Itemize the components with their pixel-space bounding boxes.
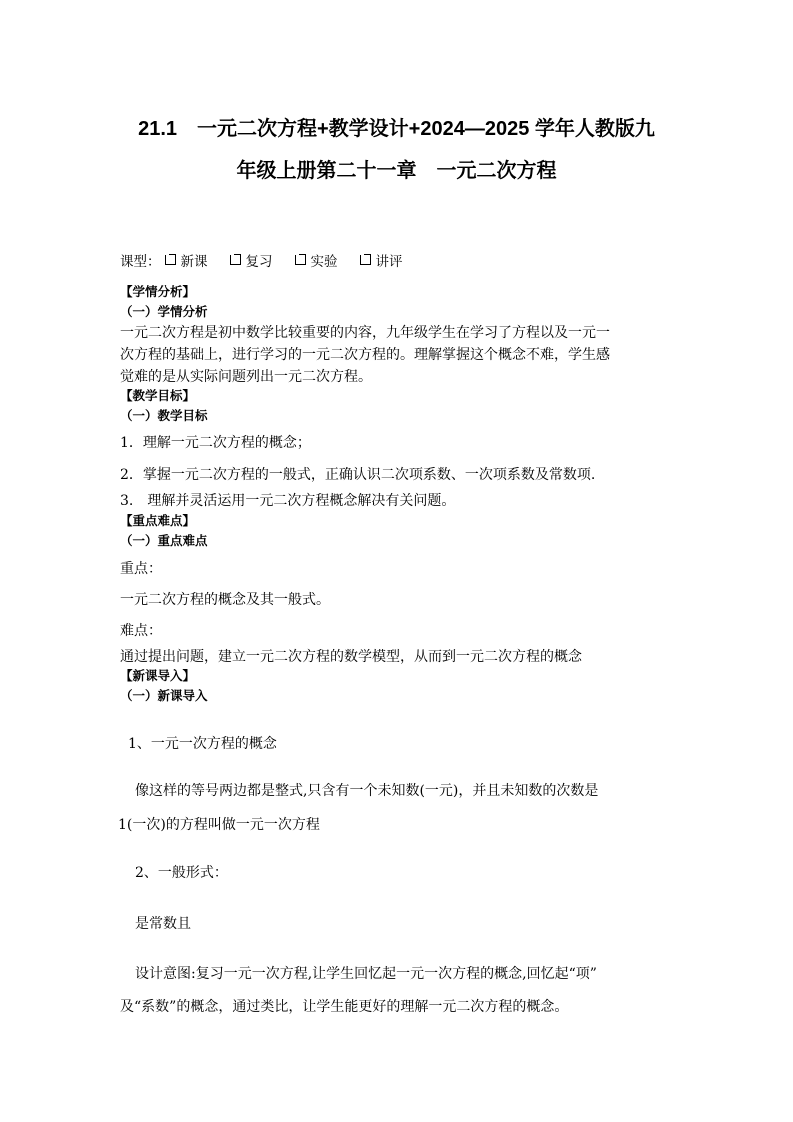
lesson-type-option-label: 讲评 bbox=[375, 254, 403, 270]
lesson-type-option-experiment[interactable] bbox=[295, 250, 338, 270]
paragraph-line: 设计意图:复习一元一次方程,让学生回忆起一元一次方程的概念,回忆起“项” bbox=[135, 966, 597, 982]
list-item: 3. 理解并灵活运用一元二次方程概念解决有关问题。 bbox=[120, 493, 456, 509]
list-item: 2．掌握一元二次方程的一般式，正确认识二次项系数、一次项系数及常数项. bbox=[120, 467, 596, 483]
checkbox-icon[interactable] bbox=[230, 254, 241, 265]
lesson-type-option-label: 实验 bbox=[310, 254, 338, 270]
lesson-type-row bbox=[120, 250, 421, 270]
document-title-line-1: 21.1 一元二次方程+教学设计+2024—2025 学年人教版九 bbox=[138, 118, 655, 140]
checkbox-icon[interactable] bbox=[165, 254, 176, 265]
difficulty-text: 通过提出问题，建立一元二次方程的数学模型，从而到一元二次方程的概念 bbox=[120, 649, 582, 665]
list-item: 1．理解一元二次方程的概念； bbox=[120, 435, 311, 451]
paragraph-line: 1(一次)的方程叫做一元一次方程 bbox=[118, 817, 320, 833]
lesson-type-option-new[interactable] bbox=[165, 250, 208, 270]
lesson-type-option-lecture[interactable] bbox=[360, 250, 403, 270]
key-point-label: 重点： bbox=[120, 561, 162, 577]
checkbox-icon[interactable] bbox=[295, 254, 306, 265]
paragraph-line: 2、一般形式： bbox=[135, 865, 228, 881]
checkbox-icon[interactable] bbox=[360, 254, 371, 265]
section-heading: 【重点难点】 bbox=[120, 513, 196, 528]
paragraph-line: 1、一元一次方程的概念 bbox=[128, 736, 277, 752]
section-subheading: （一）教学目标 bbox=[120, 408, 208, 423]
section-subheading: （一）学情分析 bbox=[120, 304, 208, 319]
section-subheading: （一）新课导入 bbox=[120, 688, 208, 703]
section-heading: 【学情分析】 bbox=[120, 284, 196, 299]
lesson-type-label: 课型： bbox=[120, 254, 161, 270]
section-heading: 【新课导入】 bbox=[120, 668, 196, 683]
paragraph-line: 次方程的基础上，进行学习的一元二次方程的。理解掌握这个概念不难，学生感 bbox=[120, 347, 610, 363]
lesson-type-option-review[interactable] bbox=[230, 250, 273, 270]
paragraph-line: 像这样的等号两边都是整式,只含有一个未知数(一元)，并且未知数的次数是 bbox=[135, 783, 599, 799]
lesson-type-option-label: 新课 bbox=[180, 254, 208, 270]
difficulty-label: 难点： bbox=[120, 623, 162, 639]
paragraph-line: 是常数且 bbox=[135, 916, 191, 932]
lesson-type-option-label: 复习 bbox=[245, 254, 273, 270]
document-title-line-2: 年级上册第二十一章 一元二次方程 bbox=[236, 160, 557, 182]
section-subheading: （一）重点难点 bbox=[120, 533, 208, 548]
paragraph-line: 觉难的是从实际问题列出一元二次方程。 bbox=[120, 369, 372, 385]
section-heading: 【教学目标】 bbox=[120, 388, 196, 403]
paragraph-line: 一元二次方程是初中数学比较重要的内容，九年级学生在学习了方程以及一元一 bbox=[120, 325, 610, 341]
key-point-text: 一元二次方程的概念及其一般式。 bbox=[120, 592, 330, 608]
paragraph-line: 及“系数”的概念，通过类比，让学生能更好的理解一元二次方程的概念。 bbox=[120, 999, 569, 1015]
